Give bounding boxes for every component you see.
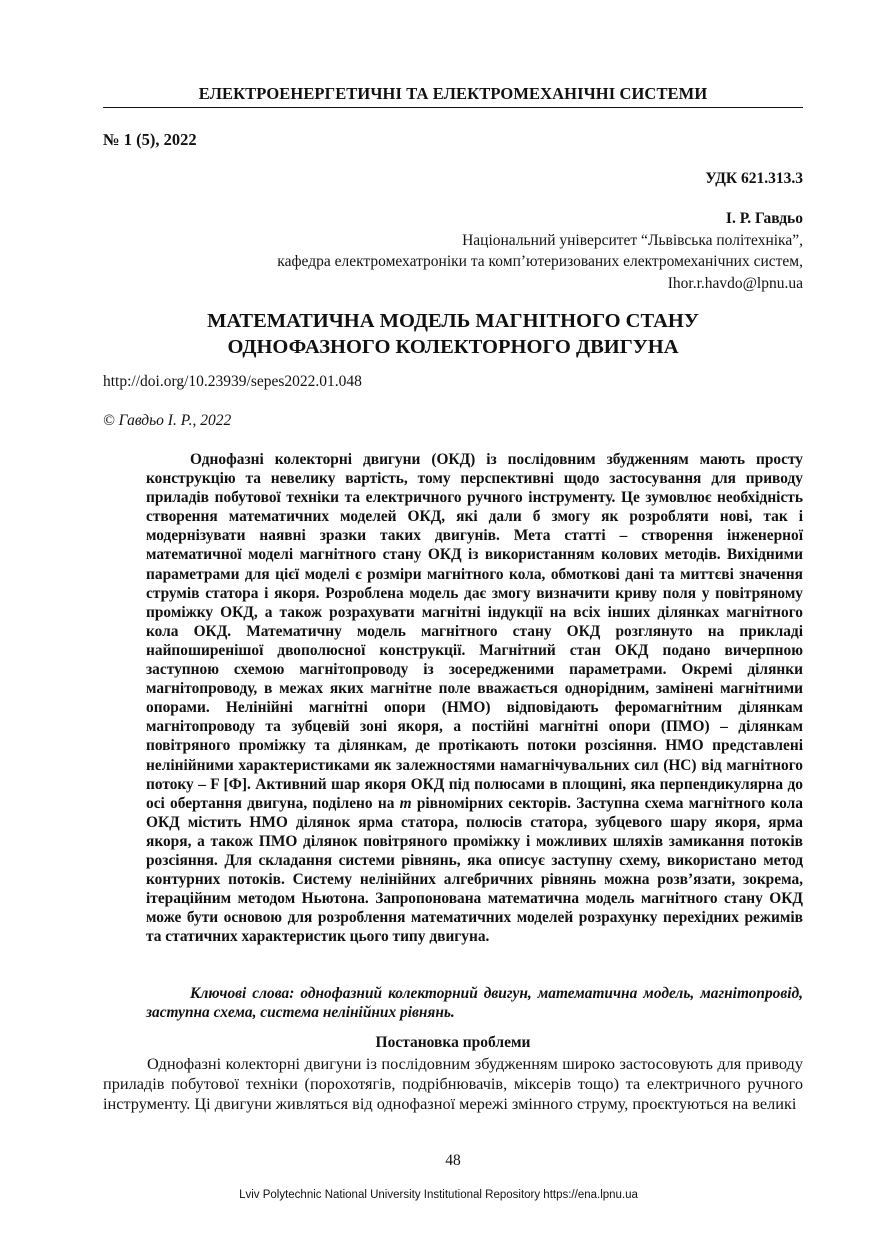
- article-title-line1: МАТЕМАТИЧНА МОДЕЛЬ МАГНІТНОГО СТАНУ: [207, 310, 699, 332]
- section-paragraph: Однофазні колекторні двигуни із послідовним збудженням широко застосовують для приводу приладів побутової техніки (порохотягів, подрібнювачів, міксерів тощо) та електричного ручного інструменту. Ці двигуни живляться від однофазної мережі змінного струму, проєктуються на великі: [103, 1054, 803, 1113]
- abstract: [146, 450, 803, 946]
- copyright-notice: © Гавдьо І. Р., 2022: [103, 412, 232, 429]
- abstract-text-part1: Однофазні колекторні двигуни (ОКД) із послідовним збудженням мають просту конструкцію та невелику вартість, тому перспективні щодо застосування для приводу приладів побутової техніки та електричного ручного інструменту. Це зумовлює необхідність створення математичних моделей ОКД, які дали б змогу як розробляти нові, так і модернізувати наявні зразки таких двигунів. Мета статті – створення інженерної математичної моделі магнітного стану ОКД із використанням колових методів. Вихідними параметрами для цієї моделі є розміри магнітного кола, обмоткові дані та миттєві значення струмів статора і якоря. Розроблена модель дає змогу визначити криву поля у повітряному проміжку ОКД, а також розрахувати магнітні індукції на всіх інших ділянках магнітного кола ОКД. Математичну модель магнітного стану ОКД розглянуто на прикладі найпоширенішої двополюсної конструкції. Магнітний стан ОКД подано вичерпною заступною схемою магнітопроводу із зосередженими параметрами. Окремі ділянки магнітопроводу, в межах яких магнітне поле вважається однорідним, замінені магнітними опорами. Нелінійні магнітні опори (НМО) відповідають феромагнітним ділянкам магнітопроводу та зубцевій зоні якоря, а постійні магнітні опори (ПМО) – ділянкам повітряного проміжку та ділянкам, де протікають потоки розсіяння. НМО представлені нелінійними характеристиками як залежностями намагнічувальних сил (НС) від магнітного потоку – F [Ф]. Активний шар якоря ОКД під полюсами в площині, яка перпендикулярна до осі обертання двигуна, поділено на: [146, 451, 803, 812]
- author-affiliation-university: Національний університет “Львівська політехніка”,: [462, 231, 803, 249]
- abstract-italic-m: m: [399, 794, 412, 812]
- journal-title: ЕЛЕКТРОЕНЕРГЕТИЧНІ ТА ЕЛЕКТРОМЕХАНІЧНІ СИСТЕМИ: [198, 84, 708, 103]
- doi-link[interactable]: http://doi.org/10.23939/sepes2022.01.048: [103, 373, 362, 390]
- author-email[interactable]: Ihor.r.havdo@lpnu.ua: [667, 274, 803, 292]
- page-number: 48: [445, 1152, 461, 1169]
- author-block: [277, 208, 803, 294]
- repository-footer: Lviv Polytechnic National University Institutional Repository https://ena.lpnu.ua: [239, 1189, 638, 1201]
- keywords: Ключові слова: однофазний колекторний двигун, математична модель, магнітопровід, заступна схема, система нелінійних рівнянь.: [146, 985, 803, 1022]
- author-affiliation-department: кафедра електромехатроніки та комп’ютеризованих електромеханічних систем,: [277, 253, 803, 270]
- abstract-text-part2: рівномірних секторів. Заступна схема магнітного кола ОКД містить НМО ділянок ярма статора, полюсів статора, зубцевого шару якоря, ярма якоря, а також ПМО ділянок повітряного проміжку і можливих шляхів замикання потоків розсіяння. Для складання системи рівнянь, яка описує заступну схему, використано метод контурних потоків. Систему нелінійних алгебричних рівнянь можна розв’язати, зокрема, ітераційним методом Ньютона. Запропонована математична модель магнітного стану ОКД може бути основою для розроблення математичних моделей розрахунку перехідних режимів та статичних характеристик цього типу двигуна.: [146, 794, 803, 946]
- issue-number: № 1 (5), 2022: [103, 130, 197, 149]
- section-heading: Постановка проблеми: [375, 1034, 531, 1051]
- article-title-line2: ОДНОФАЗНОГО КОЛЕКТОРНОГО ДВИГУНА: [227, 336, 679, 358]
- author-name: І. Р. Гавдьо: [725, 210, 803, 227]
- article-title: [103, 308, 803, 360]
- header-divider: [103, 107, 803, 108]
- udk-code: УДК 621.313.3: [705, 170, 803, 187]
